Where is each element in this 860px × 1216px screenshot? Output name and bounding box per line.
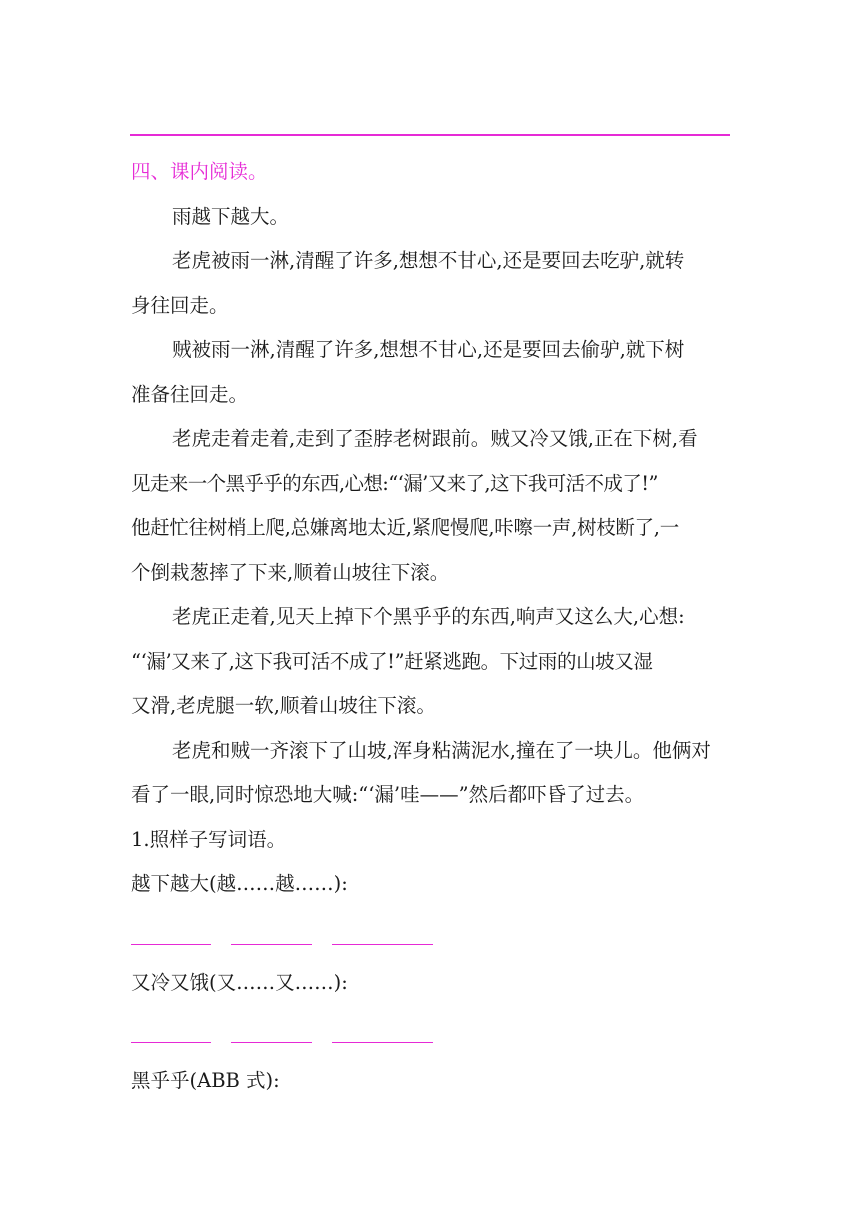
answer-blank[interactable] bbox=[332, 944, 433, 945]
question-item: 越下越大(越……越……): bbox=[131, 872, 348, 895]
question-item: 又冷又饿(又……又……): bbox=[131, 970, 348, 994]
passage-line: 准备往回走。 bbox=[131, 382, 249, 406]
passage-paragraph bbox=[131, 239, 731, 328]
answer-blank[interactable] bbox=[231, 1042, 312, 1043]
answer-blank[interactable] bbox=[231, 944, 312, 945]
passage-line: 老虎走着走着,走到了歪脖老树跟前。贼又冷又饿,正在下树,看 bbox=[172, 427, 698, 450]
answer-blank[interactable] bbox=[131, 1042, 211, 1043]
passage-line: 看了一眼,同时惊恐地大喊:“‘漏’哇——”然后都吓昏了过去。 bbox=[131, 783, 645, 806]
answer-blank[interactable] bbox=[131, 944, 211, 945]
question-title: 1.照样子写词语。 bbox=[131, 827, 287, 851]
passage-line: 个倒栽葱摔了下来,顺着山坡往下滚。 bbox=[131, 560, 450, 584]
passage-paragraph bbox=[131, 729, 731, 818]
answer-blank-row bbox=[131, 1005, 731, 1059]
passage-line: 老虎被雨一淋,清醒了许多,想想不甘心,还是要回去吃驴,就转 bbox=[172, 249, 685, 272]
passage-line: 贼被雨一淋,清醒了许多,想想不甘心,还是要回去偷驴,就下树 bbox=[172, 338, 685, 361]
passage-paragraph bbox=[131, 328, 731, 417]
header-rule bbox=[130, 134, 730, 136]
passage-paragraph bbox=[131, 195, 731, 240]
passage-line: 身往回走。 bbox=[131, 293, 229, 317]
passage-line: 老虎和贼一齐滚下了山坡,浑身粘满泥水,撞在了一块儿。他俩对 bbox=[172, 738, 711, 762]
passage-paragraph bbox=[131, 595, 731, 729]
answer-blank-row bbox=[131, 907, 731, 961]
passage-line: 雨越下越大。 bbox=[172, 204, 290, 228]
passage-line: 老虎正走着,见天上掉下个黑乎乎的东西,响声又这么大,心想: bbox=[172, 605, 685, 628]
passage-line: 见走来一个黑乎乎的东西,心想:“‘漏’又来了,这下我可活不成了!” bbox=[131, 471, 658, 495]
question-item: 黑乎乎(ABB 式): bbox=[131, 1069, 280, 1092]
answer-blank[interactable] bbox=[332, 1042, 433, 1043]
passage-paragraph bbox=[131, 417, 731, 595]
passage-line: 又滑,老虎腿一软,顺着山坡往下滚。 bbox=[131, 694, 436, 717]
passage-line: “‘漏’又来了,这下我可活不成了!”赶紧逃跑。下过雨的山坡又湿 bbox=[131, 649, 653, 673]
section-title: 四、课内阅读。 bbox=[131, 160, 268, 183]
passage-line: 他赶忙往树梢上爬,总嫌离地太近,紧爬慢爬,咔嚓一声,树枝断了,一 bbox=[131, 516, 679, 539]
worksheet-content bbox=[131, 150, 731, 1104]
